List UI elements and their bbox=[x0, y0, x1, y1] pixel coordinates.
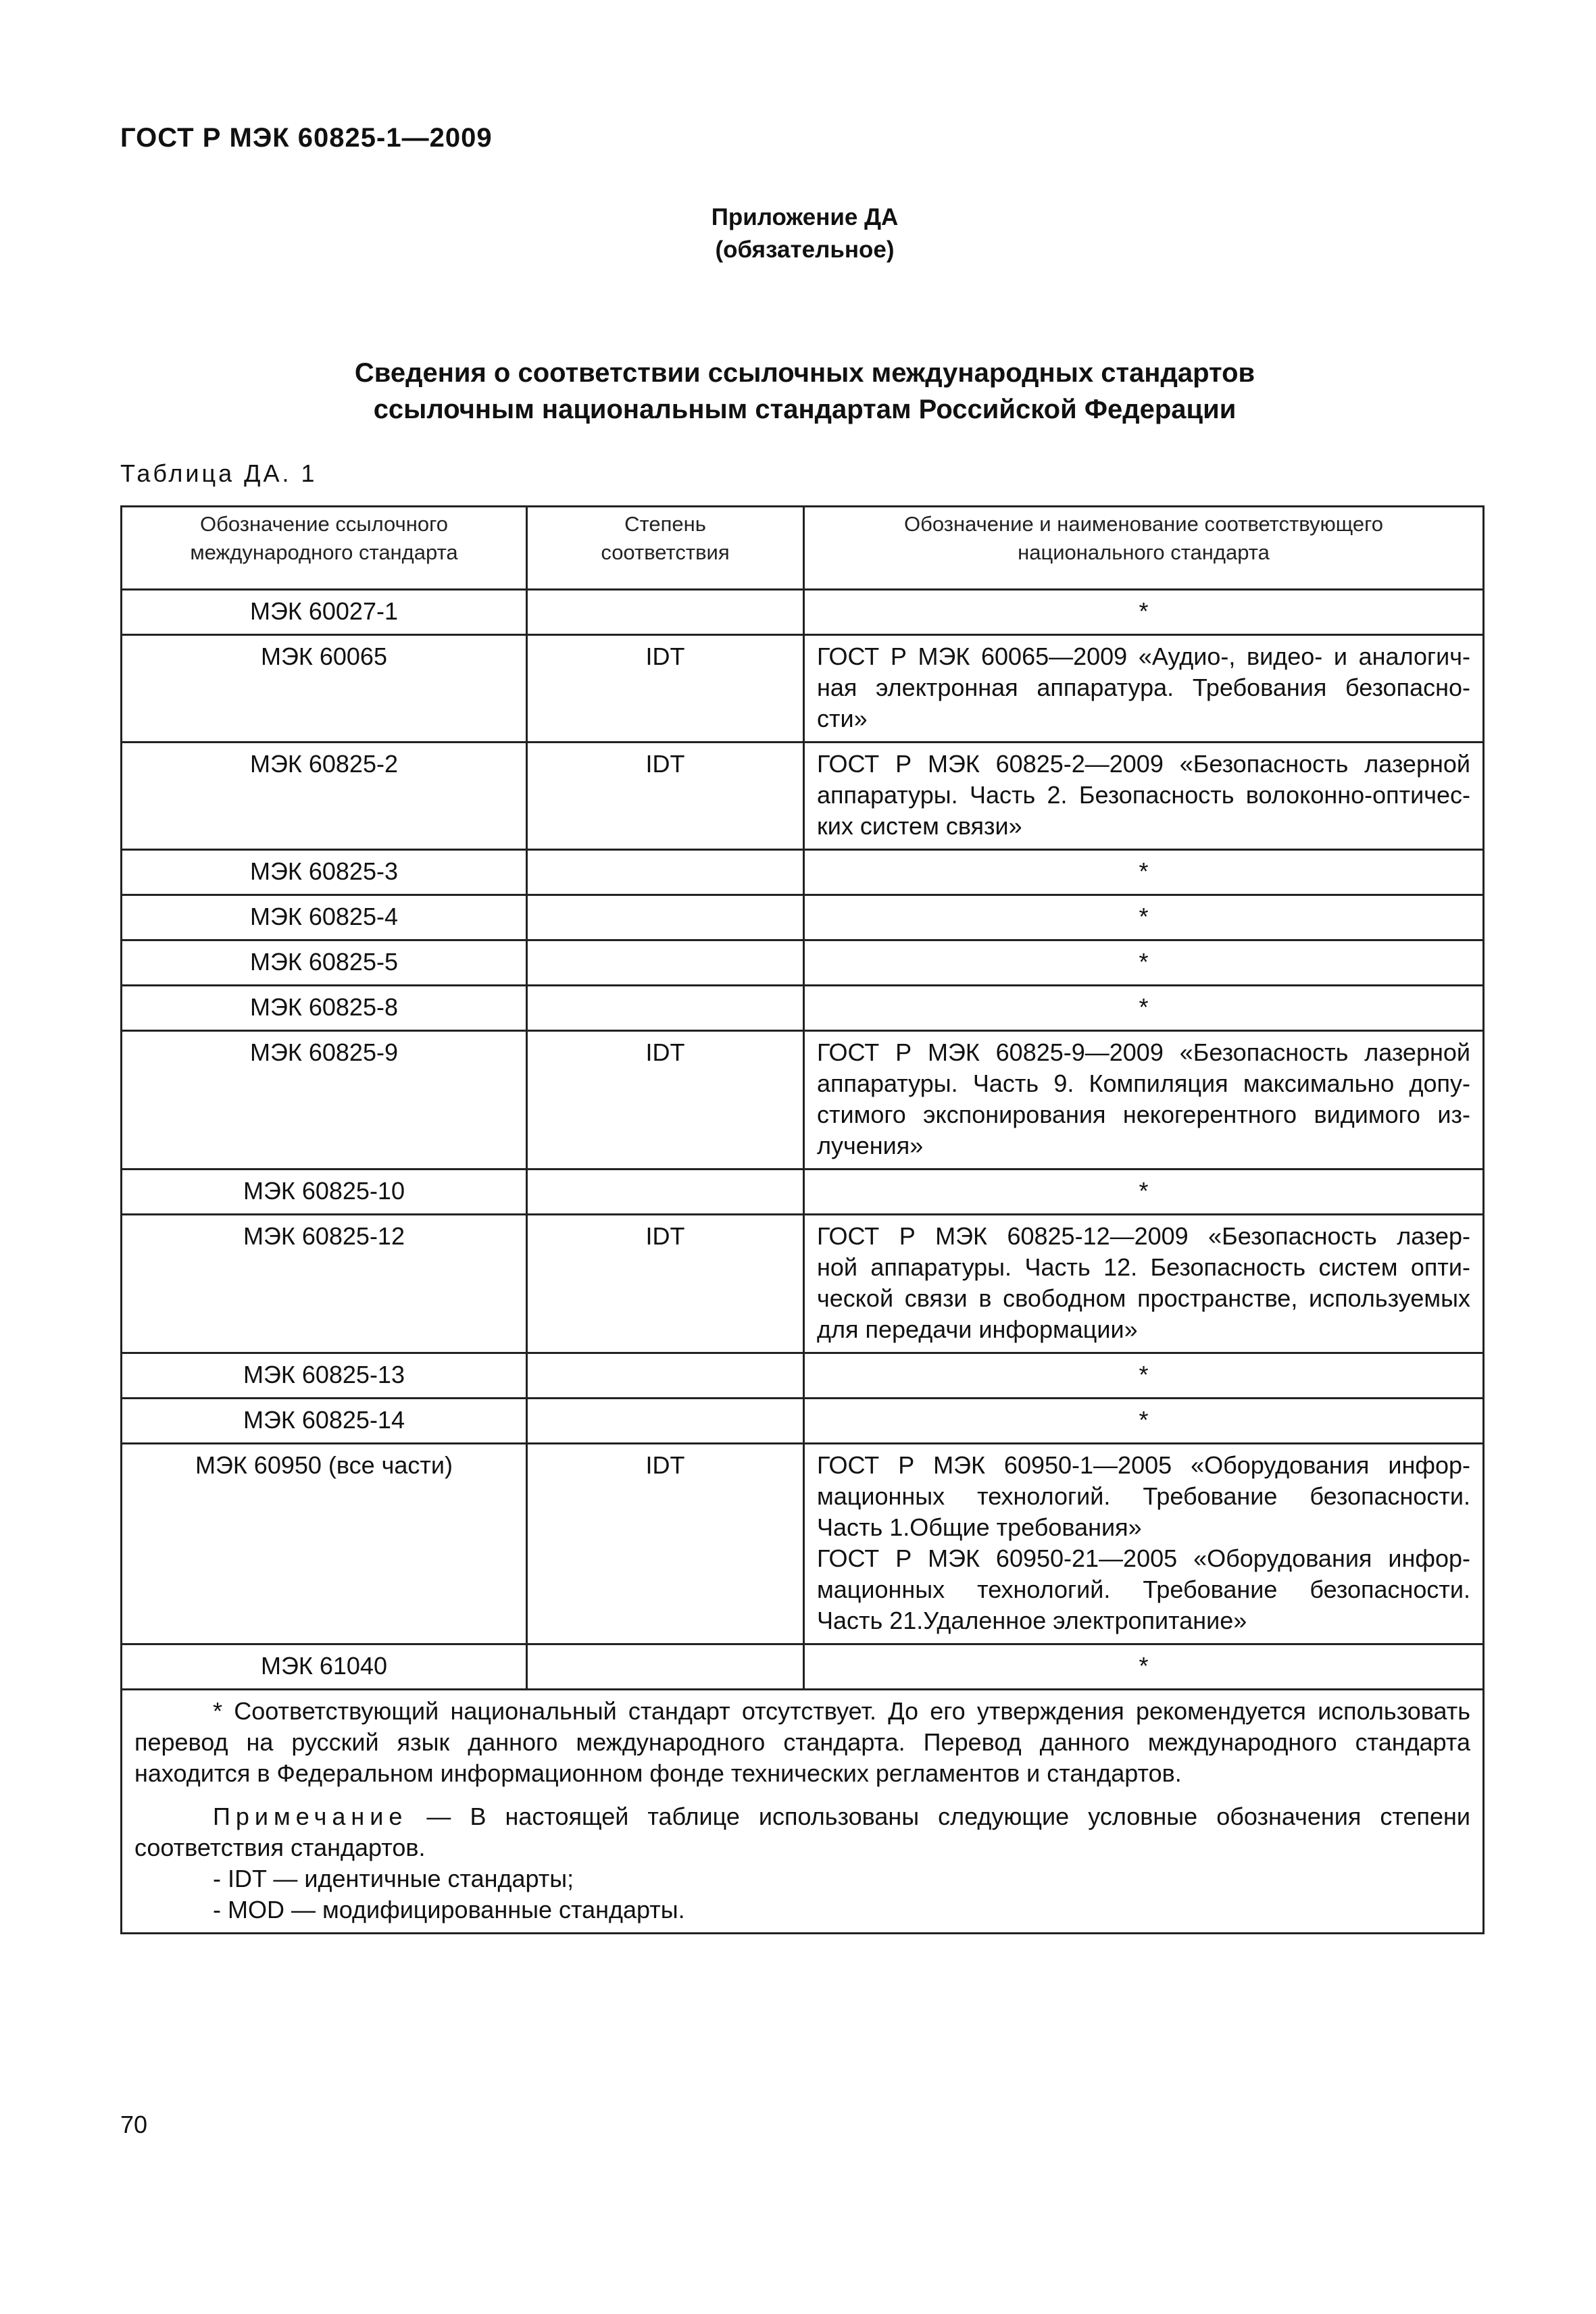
table-row bbox=[122, 743, 1484, 850]
cell-degree bbox=[527, 1353, 804, 1399]
col-header-degree: Степень соответствия bbox=[527, 507, 804, 570]
table-row bbox=[122, 986, 1484, 1031]
national-standard-line: ГОСТ Р МЭК 60825-9—2009 «Безопасность лазерной bbox=[817, 1038, 1470, 1066]
cell-reference-standard: МЭК 60825-14 bbox=[122, 1399, 527, 1444]
col-header-national: Обозначение и наименование соответствующего национального стандарта bbox=[804, 507, 1484, 570]
appendix-type: (обязательное) bbox=[715, 236, 895, 263]
table-footnote bbox=[122, 1690, 1484, 1934]
cell-degree bbox=[527, 940, 804, 986]
cell-reference-standard: МЭК 61040 bbox=[122, 1644, 527, 1690]
cell-degree bbox=[527, 590, 804, 635]
cell-degree: IDT bbox=[527, 1031, 804, 1169]
table-footer-row bbox=[122, 1690, 1484, 1934]
table-row bbox=[122, 635, 1484, 743]
national-standard-line: ной аппаратуры. Часть 12. Безопасность систем опти- bbox=[817, 1253, 1470, 1281]
table-caption: Таблица ДА. 1 bbox=[120, 459, 318, 487]
cell-national-standard bbox=[804, 635, 1484, 743]
cell-degree: IDT bbox=[527, 1444, 804, 1644]
table-row bbox=[122, 940, 1484, 986]
document-title bbox=[0, 355, 1596, 428]
table-row bbox=[122, 1353, 1484, 1399]
national-standard-line: ческой связи в свободном пространстве, используемых bbox=[817, 1284, 1470, 1312]
cell-reference-standard: МЭК 60027-1 bbox=[122, 590, 527, 635]
cell-national-standard bbox=[804, 1353, 1484, 1399]
cell-reference-standard: МЭК 60825-9 bbox=[122, 1031, 527, 1169]
cell-national-standard bbox=[804, 1644, 1484, 1690]
cell-reference-standard: МЭК 60825-5 bbox=[122, 940, 527, 986]
note-label: Примечание bbox=[213, 1803, 408, 1830]
table-row bbox=[122, 1444, 1484, 1644]
national-standard-line: * bbox=[1139, 1177, 1149, 1205]
cell-degree bbox=[527, 1399, 804, 1444]
national-standard-line: * bbox=[1139, 1652, 1149, 1680]
national-standard-line: аппаратуры. Часть 9. Компиляция максимально допу- bbox=[817, 1070, 1470, 1097]
cell-national-standard bbox=[804, 1444, 1484, 1644]
table-header-row bbox=[122, 507, 1484, 570]
national-standard-line: * bbox=[1139, 857, 1149, 885]
national-standard-line: мационных технологий. Требование безопасности. bbox=[817, 1482, 1470, 1510]
national-standard-line: Часть 1.Общие требования» bbox=[817, 1513, 1142, 1541]
national-standard-line: ГОСТ Р МЭК 60950-21—2005 «Оборудования инфор- bbox=[817, 1544, 1470, 1572]
title-line-1: Сведения о соответствии ссылочных международных стандартов bbox=[354, 358, 1255, 388]
cell-degree bbox=[527, 1644, 804, 1690]
cell-national-standard bbox=[804, 743, 1484, 850]
table-row bbox=[122, 590, 1484, 635]
table-row bbox=[122, 1644, 1484, 1690]
cell-degree: IDT bbox=[527, 635, 804, 743]
note-paragraph bbox=[134, 1801, 1470, 1863]
cell-degree: IDT bbox=[527, 743, 804, 850]
cell-degree bbox=[527, 850, 804, 895]
table-row bbox=[122, 1399, 1484, 1444]
cell-national-standard bbox=[804, 1169, 1484, 1215]
cell-reference-standard: МЭК 60825-2 bbox=[122, 743, 527, 850]
note-text: — В настоящей таблице использованы следующие условные обозначения степени соответствия стандартов. bbox=[134, 1803, 1470, 1861]
note-item-idt: - IDT — идентичные стандарты; bbox=[213, 1865, 574, 1892]
table-row bbox=[122, 850, 1484, 895]
national-standard-line: ГОСТ Р МЭК 60065—2009 «Аудио-, видео- и аналогич- bbox=[817, 643, 1470, 670]
cell-national-standard bbox=[804, 1215, 1484, 1353]
cell-national-standard bbox=[804, 986, 1484, 1031]
page-number: 70 bbox=[120, 2111, 148, 2138]
table-body bbox=[122, 590, 1484, 1690]
national-standard-line: * bbox=[1139, 597, 1149, 625]
star-footnote: * Соответствующий национальный стандарт отсутствует. До его утверждения рекомендуется использовать перевод на русский язык данного международного стандарта. Перевод данного международного стандарта находится в Федеральном информационном фонде технических регламентов и стандартов. bbox=[134, 1697, 1470, 1787]
table-row bbox=[122, 1169, 1484, 1215]
title-line-2: ссылочным национальным стандартам Российской Федерации bbox=[373, 395, 1237, 424]
header-separator bbox=[122, 570, 1484, 590]
national-standard-line: ГОСТ Р МЭК 60825-12—2009 «Безопасность лазер- bbox=[817, 1222, 1470, 1250]
cell-reference-standard: МЭК 60825-12 bbox=[122, 1215, 527, 1353]
national-standard-line: для передачи информации» bbox=[817, 1315, 1138, 1343]
national-standard-line: аппаратуры. Часть 2. Безопасность волоконно-оптичес- bbox=[817, 781, 1470, 809]
cell-reference-standard: МЭК 60065 bbox=[122, 635, 527, 743]
national-standard-line: ких систем связи» bbox=[817, 812, 1022, 840]
national-standard-line: сти» bbox=[817, 705, 868, 732]
cell-national-standard bbox=[804, 895, 1484, 940]
national-standard-line: * bbox=[1139, 903, 1149, 930]
cell-degree bbox=[527, 895, 804, 940]
national-standard-line: * bbox=[1139, 948, 1149, 976]
table-row bbox=[122, 895, 1484, 940]
document-code: ГОСТ Р МЭК 60825-1—2009 bbox=[120, 123, 493, 153]
national-standard-line: * bbox=[1139, 1406, 1149, 1434]
table-row bbox=[122, 1215, 1484, 1353]
correspondence-table bbox=[120, 505, 1485, 1934]
national-standard-line: * bbox=[1139, 1361, 1149, 1388]
cell-reference-standard: МЭК 60950 (все части) bbox=[122, 1444, 527, 1644]
cell-reference-standard: МЭК 60825-4 bbox=[122, 895, 527, 940]
appendix-heading bbox=[0, 201, 1596, 266]
national-standard-line: ГОСТ Р МЭК 60825-2—2009 «Безопасность лазерной bbox=[817, 750, 1470, 778]
table-row bbox=[122, 1031, 1484, 1169]
cell-degree: IDT bbox=[527, 1215, 804, 1353]
national-standard-line: мационных технологий. Требование безопасности. bbox=[817, 1576, 1470, 1603]
col-header-reference: Обозначение ссылочного международного стандарта bbox=[122, 507, 527, 570]
national-standard-line: * bbox=[1139, 993, 1149, 1021]
cell-national-standard bbox=[804, 1399, 1484, 1444]
national-standard-line: Часть 21.Удаленное электропитание» bbox=[817, 1607, 1247, 1634]
cell-reference-standard: МЭК 60825-3 bbox=[122, 850, 527, 895]
cell-reference-standard: МЭК 60825-8 bbox=[122, 986, 527, 1031]
note-item-mod: - MOD — модифицированные стандарты. bbox=[213, 1896, 685, 1923]
cell-degree bbox=[527, 1169, 804, 1215]
cell-degree bbox=[527, 986, 804, 1031]
cell-reference-standard: МЭК 60825-10 bbox=[122, 1169, 527, 1215]
cell-national-standard bbox=[804, 590, 1484, 635]
national-standard-line: ная электронная аппаратура. Требования безопасно- bbox=[817, 674, 1470, 701]
national-standard-line: лучения» bbox=[817, 1132, 924, 1159]
appendix-title: Приложение ДА bbox=[711, 204, 899, 230]
national-standard-line: стимого экспонирования некогерентного видимого из- bbox=[817, 1101, 1470, 1128]
national-standard-line: ГОСТ Р МЭК 60950-1—2005 «Оборудования инфор- bbox=[817, 1451, 1470, 1479]
cell-reference-standard: МЭК 60825-13 bbox=[122, 1353, 527, 1399]
cell-national-standard bbox=[804, 850, 1484, 895]
cell-national-standard bbox=[804, 1031, 1484, 1169]
cell-national-standard bbox=[804, 940, 1484, 986]
